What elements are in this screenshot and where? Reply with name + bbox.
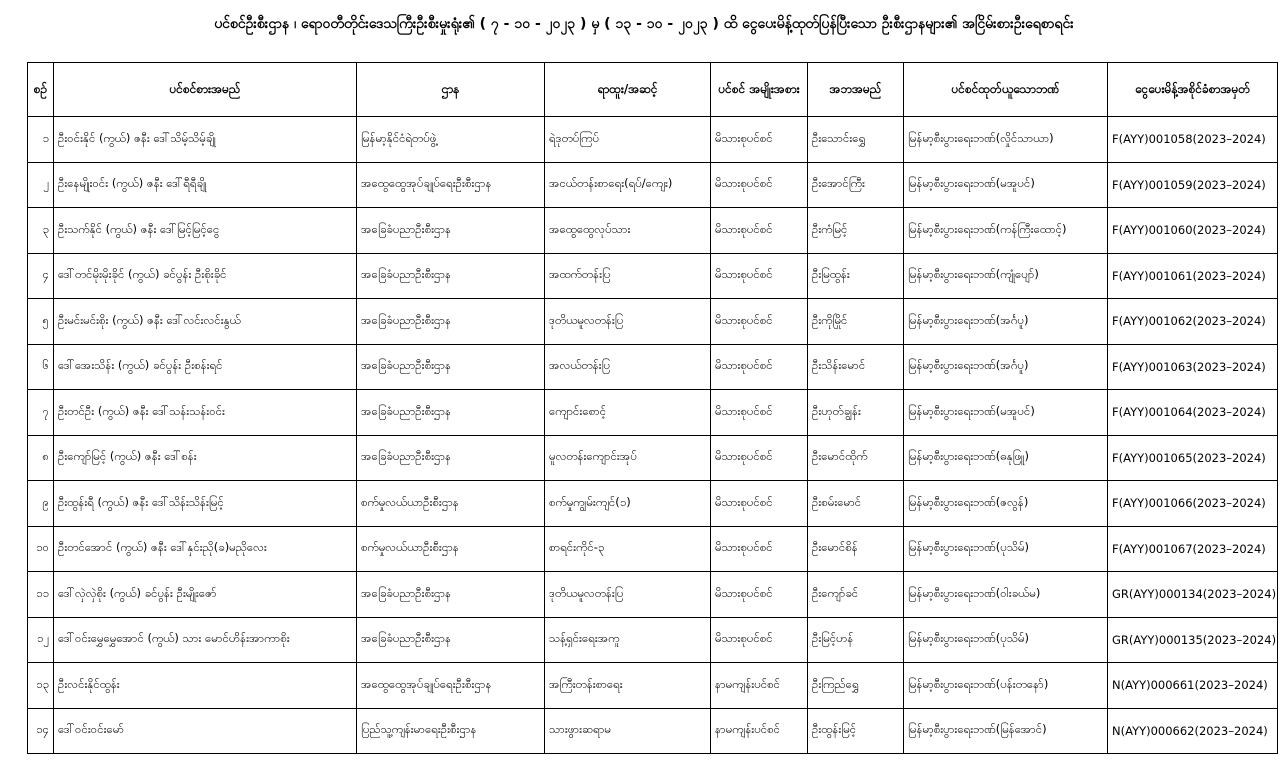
table-row (28, 253, 1278, 299)
department-cell: အခြေခံပညာဦးစီးဌာန (357, 435, 545, 481)
pension-type-cell: မိသားစုပင်စင် (711, 435, 808, 481)
pensioner-name-cell: ဦးမင်းမင်းစိုး (ကွယ်) ဇနီး ဒေါ်လင်းလင်းနွယ် (54, 299, 357, 345)
bank-cell: မြန်မာ့စီးပွားရေးဘဏ်(ပန်းတနော်) (904, 663, 1108, 709)
serial-cell: ၈ (28, 435, 54, 481)
father-name-cell: ဦးမောင်စိန် (808, 526, 904, 572)
serial-cell: ၁ (28, 117, 54, 163)
department-cell: စက်မှုလယ်ယာဦးစီးဌာန (357, 481, 545, 527)
pension-type-cell: မိသားစုပင်စင် (711, 162, 808, 208)
pension-type-cell: မိသားစုပင်စင် (711, 117, 808, 163)
pensioner-name-cell: ဒေါ်ဝင်းဝင်းမော် (54, 708, 357, 754)
bank-cell: မြန်မာ့စီးပွားရေးဘဏ်(အင်္ဂပူ) (904, 344, 1108, 390)
father-name-cell: ဦးအောင်ကြီး (808, 162, 904, 208)
table-row (28, 708, 1278, 754)
order-number-cell: F(AYY)001058(2023–2024) (1108, 117, 1278, 163)
department-cell: အခြေခံပညာဦးစီးဌာန (357, 299, 545, 345)
bank-cell: မြန်မာ့စီးပွားရေးဘဏ်(ကန်ကြီးထောင့်) (904, 208, 1108, 254)
bank-cell: မြန်မာ့စီးပွားရေးဘဏ်(မြန်အောင်) (904, 708, 1108, 754)
department-cell: အထွေထွေအုပ်ချုပ်ရေးဦးစီးဌာန (357, 162, 545, 208)
pensioner-name-cell: ဦးသက်နိုင် (ကွယ်) ဇနီး ဒေါ်မြင့်မြင့်ငွေ (54, 208, 357, 254)
serial-cell: ၉ (28, 481, 54, 527)
serial-cell: ၁၂ (28, 617, 54, 663)
bank-cell: မြန်မာ့စီးပွားရေးဘဏ်(ကျုံပျော်) (904, 253, 1108, 299)
col-header: စဉ် (28, 63, 54, 117)
order-number-cell: F(AYY)001064(2023–2024) (1108, 390, 1278, 436)
serial-cell: ၇ (28, 390, 54, 436)
rank-cell: အလယ်တန်းပြ (545, 344, 711, 390)
order-number-cell: GR(AYY)000135(2023–2024) (1108, 617, 1278, 663)
col-header: ရာထူး/အဆင့် (545, 63, 711, 117)
table-row (28, 117, 1278, 163)
serial-cell: ၁၁ (28, 572, 54, 618)
order-number-cell: N(AYY)000662(2023–2024) (1108, 708, 1278, 754)
father-name-cell: ဦးသိန်းမောင် (808, 344, 904, 390)
pension-type-cell: မိသားစုပင်စင် (711, 344, 808, 390)
order-number-cell: F(AYY)001061(2023–2024) (1108, 253, 1278, 299)
pension-type-cell: မိသားစုပင်စင် (711, 617, 808, 663)
pensioner-name-cell: ဦးတင်အောင် (ကွယ်) ဇနီး ဒေါ်နှင်းညို(ခ)မညိုလေး (54, 526, 357, 572)
pensioner-name-cell: ဦးကျော်မြင့် (ကွယ်) ဇနီး ဒေါ်စန်း (54, 435, 357, 481)
order-number-cell: F(AYY)001065(2023–2024) (1108, 435, 1278, 481)
department-cell: အခြေခံပညာဦးစီးဌာန (357, 617, 545, 663)
father-name-cell: ဦးကျော်ခင် (808, 572, 904, 618)
rank-cell: အငယ်တန်းစာရေး(ရပ်/ကျေး) (545, 162, 711, 208)
pensioner-name-cell: ဒေါ်ဝင်းမွှေမွှေအောင် (ကွယ်) သား မောင်ဟိန်းအာကာစိုး (54, 617, 357, 663)
order-number-cell: N(AYY)000661(2023–2024) (1108, 663, 1278, 709)
pensioner-name-cell: ဒေါ်အေးသိန်း (ကွယ်) ခင်ပွန်း ဦးစန်းရင် (54, 344, 357, 390)
rank-cell: သန့်ရှင်းရေးအကူ (545, 617, 711, 663)
table-row (28, 572, 1278, 618)
department-cell: မြန်မာ့နိုင်ငံရဲတပ်ဖွဲ့ (357, 117, 545, 163)
rank-cell: ဒုတိယမူလတန်းပြ (545, 572, 711, 618)
pensioner-name-cell: ဦးဝင်းနိုင် (ကွယ်) ဇနီး ဒေါ်သိမ့်သိမ့်ချို (54, 117, 357, 163)
pensioner-table (27, 62, 1278, 754)
rank-cell: သားဖွားဆရာမ (545, 708, 711, 754)
department-cell: အခြေခံပညာဦးစီးဌာန (357, 572, 545, 618)
department-cell: ပြည်သူ့ကျန်းမာရေးဦးစီးဌာန (357, 708, 545, 754)
col-header: အဘအမည် (808, 63, 904, 117)
rank-cell: ရဲဒုတပ်ကြပ် (545, 117, 711, 163)
father-name-cell: ဦးသောင်းရွှေ (808, 117, 904, 163)
department-cell: အခြေခံပညာဦးစီးဌာန (357, 390, 545, 436)
table-row (28, 162, 1278, 208)
pension-type-cell: မိသားစုပင်စင် (711, 526, 808, 572)
col-header: ပင်စင်ထုတ်ယူသောဘဏ် (904, 63, 1108, 117)
pension-type-cell: မိသားစုပင်စင် (711, 390, 808, 436)
serial-cell: ၂ (28, 162, 54, 208)
pension-type-cell: နာမကျန်းပင်စင် (711, 708, 808, 754)
serial-cell: ၄ (28, 253, 54, 299)
table-row (28, 208, 1278, 254)
father-name-cell: ဦးကြည်ရွှေ (808, 663, 904, 709)
rank-cell: စက်မှုကျွမ်းကျင်(၁) (545, 481, 711, 527)
col-header: ငွေပေးမိန့်အစိုင်ခံစာအမှတ် (1108, 63, 1278, 117)
bank-cell: မြန်မာ့စီးပွားရေးဘဏ်(ဝါးခယ်မ) (904, 572, 1108, 618)
bank-cell: မြန်မာ့စီးပွားရေးဘဏ်(ပုသိမ်) (904, 526, 1108, 572)
col-header: ဌာန (357, 63, 545, 117)
father-name-cell: ဦးမြထွန်း (808, 253, 904, 299)
pensioner-name-cell: ဦးထွန်းရီ (ကွယ်) ဇနီး ဒေါ်သိန်းသိန်းမြင့် (54, 481, 357, 527)
pensioner-name-cell: ဦးလင်းနိုင်ထွန်း (54, 663, 357, 709)
father-name-cell: ဦးကံမြင့် (808, 208, 904, 254)
order-number-cell: F(AYY)001067(2023–2024) (1108, 526, 1278, 572)
pension-type-cell: မိသားစုပင်စင် (711, 299, 808, 345)
order-number-cell: F(AYY)001063(2023–2024) (1108, 344, 1278, 390)
father-name-cell: ဦးဟုတ်ချွန်း (808, 390, 904, 436)
rank-cell: အထွေထွေလုပ်သား (545, 208, 711, 254)
table-row (28, 344, 1278, 390)
serial-cell: ၃ (28, 208, 54, 254)
father-name-cell: ဦးကိုမြိုင် (808, 299, 904, 345)
rank-cell: အကြီးတန်းစာရေး (545, 663, 711, 709)
rank-cell: အထက်တန်းပြ (545, 253, 711, 299)
bank-cell: မြန်မာ့စီးပွားရေးဘဏ်(ဇလွန်) (904, 481, 1108, 527)
table-row (28, 526, 1278, 572)
page-title: ပင်စင်ဦးစီးဌာန ၊ ရော၀တီတိုင်းဒေသကြီးဦးစီးမှုးရုံး၏ ( ၇ - ၁၀ - ၂၀၂၃ ) မှ ( ၁၃ - ၁၀ - ၂၀၂၃ ) ထိ ငွေပေးမိန့်ထုတ်ပြန်ပြီးသော ဦးစီးဌာနများ၏ အငြိမ်းစားဦးရေစာရင်း (214, 16, 1074, 32)
serial-cell: ၅ (28, 299, 54, 345)
order-number-cell: F(AYY)001062(2023–2024) (1108, 299, 1278, 345)
pension-type-cell: မိသားစုပင်စင် (711, 253, 808, 299)
rank-cell: မူလတန်းကျောင်းအုပ် (545, 435, 711, 481)
serial-cell: ၁၀ (28, 526, 54, 572)
department-cell: အထွေထွေအုပ်ချုပ်ရေးဦးစီးဌာန (357, 663, 545, 709)
table-row (28, 435, 1278, 481)
table-row (28, 617, 1278, 663)
bank-cell: မြန်မာ့စီးပွားရေးဘဏ်(အင်္ဂပူ) (904, 299, 1108, 345)
pension-type-cell: နာမကျန်းပင်စင် (711, 663, 808, 709)
bank-cell: မြန်မာ့စီးပွားရေးဘဏ်(ပုသိမ်) (904, 617, 1108, 663)
department-cell: စက်မှုလယ်ယာဦးစီးဌာန (357, 526, 545, 572)
bank-cell: မြန်မာ့စီးပွားရေးဘဏ်(မအူပင်) (904, 390, 1108, 436)
department-cell: အခြေခံပညာဦးစီးဌာန (357, 344, 545, 390)
bank-cell: မြန်မာ့စီးပွားရေးဘဏ်(ဓနုဖြူ) (904, 435, 1108, 481)
rank-cell: ကျောင်းစောင့် (545, 390, 711, 436)
department-cell: အခြေခံပညာဦးစီးဌာန (357, 208, 545, 254)
bank-cell: မြန်မာ့စီးပွားရေးဘဏ်(လှိုင်သာယာ) (904, 117, 1108, 163)
pensioner-name-cell: ဒေါ်လှဲလှဲစိုး (ကွယ်) ခင်ပွန်း ဦးမျိုးဇော် (54, 572, 357, 618)
bank-cell: မြန်မာ့စီးပွားရေးဘဏ်(မအူပင်) (904, 162, 1108, 208)
pensioner-name-cell: ဒေါ်တင်မိုးမိုးခိုင် (ကွယ်) ခင်ပွန်း ဦးစိုးခိုင် (54, 253, 357, 299)
serial-cell: ၁၄ (28, 708, 54, 754)
order-number-cell: F(AYY)001060(2023–2024) (1108, 208, 1278, 254)
table-header-row (28, 63, 1278, 117)
table-row (28, 299, 1278, 345)
pensioner-name-cell: ဦးနေမျိုးဝင်း (ကွယ်) ဇနီး ဒေါ်ရီရီချို (54, 162, 357, 208)
pensioner-name-cell: ဦးတင်ဦး (ကွယ်) ဇနီး ဒေါ်သန်းသန်းဝင်း (54, 390, 357, 436)
table-row (28, 390, 1278, 436)
order-number-cell: F(AYY)001066(2023–2024) (1108, 481, 1278, 527)
rank-cell: ဒုတိယမူလတန်းပြ (545, 299, 711, 345)
order-number-cell: F(AYY)001059(2023–2024) (1108, 162, 1278, 208)
father-name-cell: ဦးမြင့်ဟန် (808, 617, 904, 663)
pension-type-cell: မိသားစုပင်စင် (711, 481, 808, 527)
serial-cell: ၆ (28, 344, 54, 390)
rank-cell: စာရင်းကိုင်-၃ (545, 526, 711, 572)
father-name-cell: ဦးစမ်းမောင် (808, 481, 904, 527)
col-header: ပင်စင်စားအမည် (54, 63, 357, 117)
col-header: ပင်စင် အမျိုးအစား (711, 63, 808, 117)
department-cell: အခြေခံပညာဦးစီးဌာန (357, 253, 545, 299)
order-number-cell: GR(AYY)000134(2023–2024) (1108, 572, 1278, 618)
table-row (28, 481, 1278, 527)
father-name-cell: ဦးထွန်းမြင့် (808, 708, 904, 754)
serial-cell: ၁၃ (28, 663, 54, 709)
pension-type-cell: မိသားစုပင်စင် (711, 572, 808, 618)
pension-type-cell: မိသားစုပင်စင် (711, 208, 808, 254)
table-row (28, 663, 1278, 709)
father-name-cell: ဦးမောင်ထိုက် (808, 435, 904, 481)
